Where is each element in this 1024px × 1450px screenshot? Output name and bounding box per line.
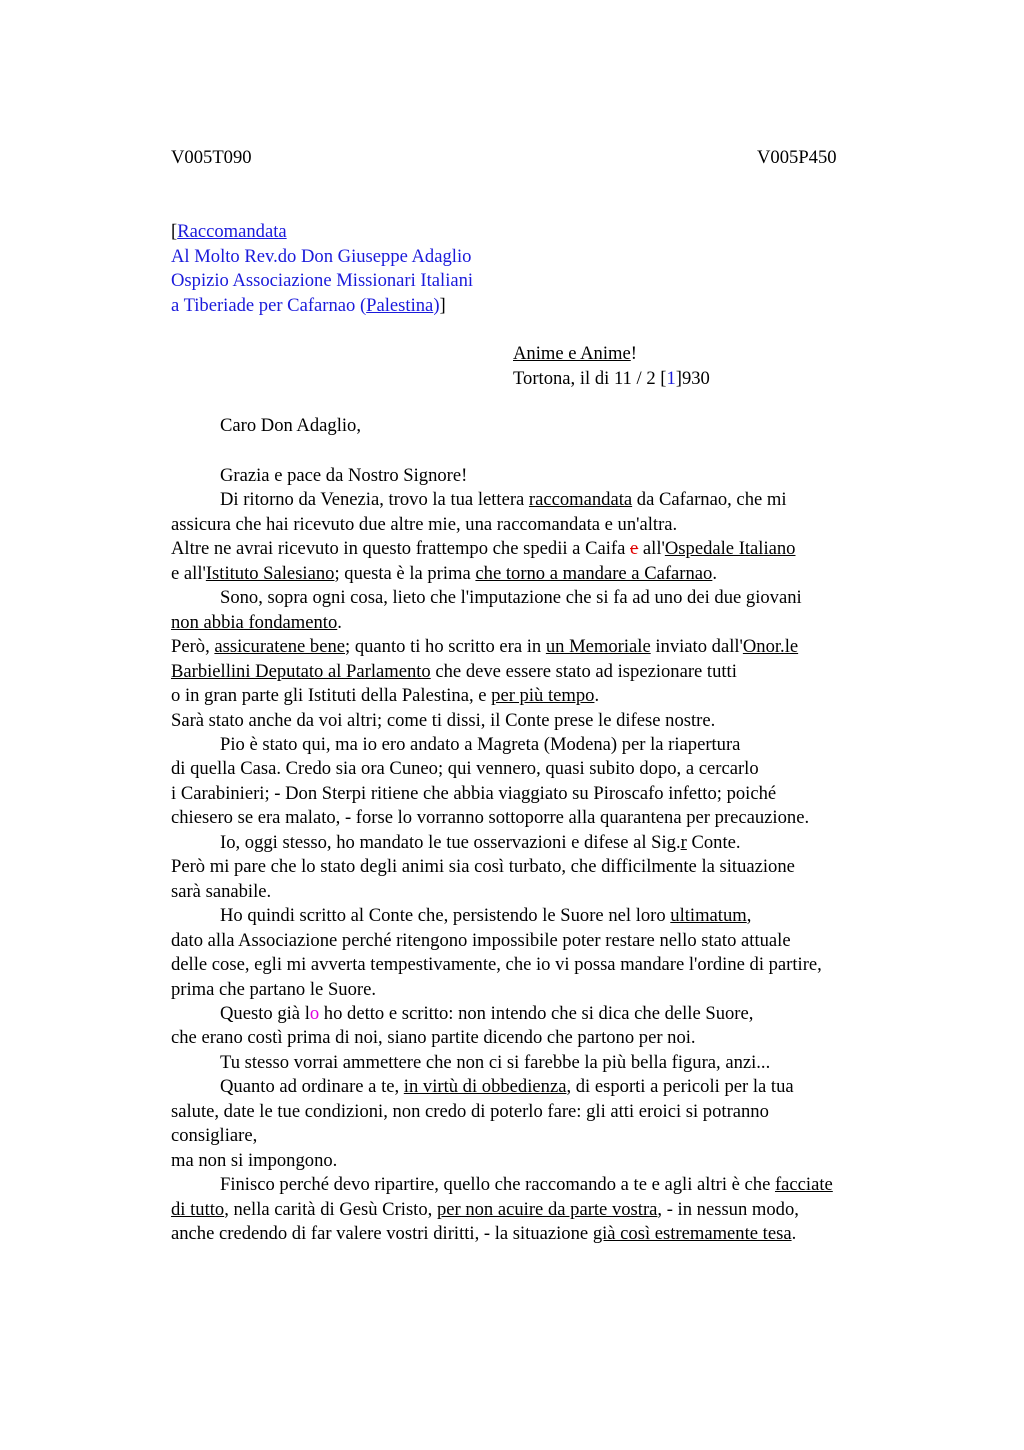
date-year: ]930 [675,367,710,389]
body-line: Io, oggi stesso, ho mandato le tue osservazioni e difese al Sig.r Conte. [220,831,741,853]
document-ref-right: V005P450 [757,147,837,168]
body-line: Di ritorno da Venezia, trovo la tua lettera raccomandata da Cafarnao, che mi [220,489,787,511]
address-block [171,220,473,318]
body-line: Questo già lo ho detto e scritto: non intendo che si dica che delle Suore, [220,1002,754,1024]
body-line: Pio è stato qui, ma io ero andato a Magreta (Modena) per la riapertura [220,733,741,755]
body-line: salute, date le tue condizioni, non credo di poterlo fare: gli atti eroici si potranno [171,1100,769,1122]
body-line: Altre ne avrai ricevuto in questo frattempo che spedii a Caifa e all'Ospedale Italiano [171,538,796,560]
address-line-registered: Raccomandata [177,221,287,242]
body-line: che erano costì prima di noi, siano partite dicendo che partono per noi. [171,1027,696,1049]
body-line: dato alla Associazione perché ritengono impossibile poter restare nello stato attuale [171,929,791,951]
salutation: Caro Don Adaglio, [220,415,361,436]
body-line: Sono, sopra ogni cosa, lieto che l'imputazione che si fa ad uno dei due giovani [220,587,802,609]
body-line: ma non si impongono. [171,1149,338,1171]
body-line: Finisco perché devo ripartire, quello che raccomando a te e agli altri è che facciate [220,1174,833,1196]
body-line: Quanto ad ordinare a te, in virtù di obbedienza, di esporti a pericoli per la tua [220,1076,794,1098]
body-line: consigliare, [171,1125,258,1147]
letter-body [171,464,911,1247]
address-country: Palestina [366,294,434,316]
address-paren-close: ) [433,294,440,316]
address-line-recipient: Al Molto Rev.do Don Giuseppe Adaglio [171,245,472,267]
address-bracket-close: ] [439,294,446,316]
body-line: Però mi pare che lo stato degli animi sia così turbato, che difficilmente la situazione [171,856,795,878]
inserted-letter: o [309,1002,320,1024]
address-line-place: a Tiberiade per Cafarnao ( [171,294,367,316]
body-line: di tutto, nella carità di Gesù Cristo, per non acuire da parte vostra, - in nessun modo, [171,1198,799,1220]
body-line: e all'Istituto Salesiano; questa è la prima che torno a mandare a Cafarnao. [171,562,718,584]
address-bracket-open: [ [171,221,178,242]
body-line: non abbia fondamento. [171,611,342,633]
body-line: Sarà stato anche da voi altri; come ti dissi, il Conte prese le difese nostre. [171,709,716,731]
document-ref-left: V005T090 [171,147,252,168]
body-line: Grazia e pace da Nostro Signore! [220,465,468,486]
body-line: di quella Casa. Credo sia ora Cuneo; qui vennero, quasi subito dopo, a cercarlo [171,758,759,780]
body-line: Ho quindi scritto al Conte che, persistendo le Suore nel loro ultimatum, [220,905,752,927]
body-line: Però, assicuratene bene; quanto ti ho scritto era in un Memoriale inviato dall'Onor.le [171,636,799,658]
body-line: o in gran parte gli Istituti della Palestina, e per più tempo. [171,685,600,707]
address-line-institution: Ospizio Associazione Missionari Italiani [171,270,474,291]
body-line: assicura che hai ricevuto due altre mie, una raccomandata e un'altra. [171,513,678,535]
body-line: delle cose, egli mi avverta tempestivamente, che io vi possa mandare l'ordine di partire, [171,954,822,976]
motto-exclaim: ! [630,343,637,364]
motto-date-block [513,342,710,391]
deleted-word: e [630,538,639,560]
body-line: i Carabinieri; - Don Sterpi ritiene che abbia viaggiato su Piroscafo infetto; poiché [171,782,777,804]
body-line: chiesero se era malato, - forse lo vorranno sottoporre alla quarantena per precauzione. [171,807,810,829]
body-line: sarà sanabile. [171,880,272,902]
body-line: Barbiellini Deputato al Parlamento che deve essere stato ad ispezionare tutti [171,660,737,682]
motto-text: Anime e Anime [513,343,631,364]
body-line: Tu stesso vorrai ammettere che non ci si farebbe la più bella figura, anzi... [220,1051,771,1073]
body-line: anche credendo di far valere vostri diritti, - la situazione già così estremamente tesa. [171,1223,797,1245]
body-line: prima che partano le Suore. [171,978,376,1000]
date-line: Tortona, il di 11 / 2 [ [513,367,667,389]
date-correction: 1 [666,367,676,389]
